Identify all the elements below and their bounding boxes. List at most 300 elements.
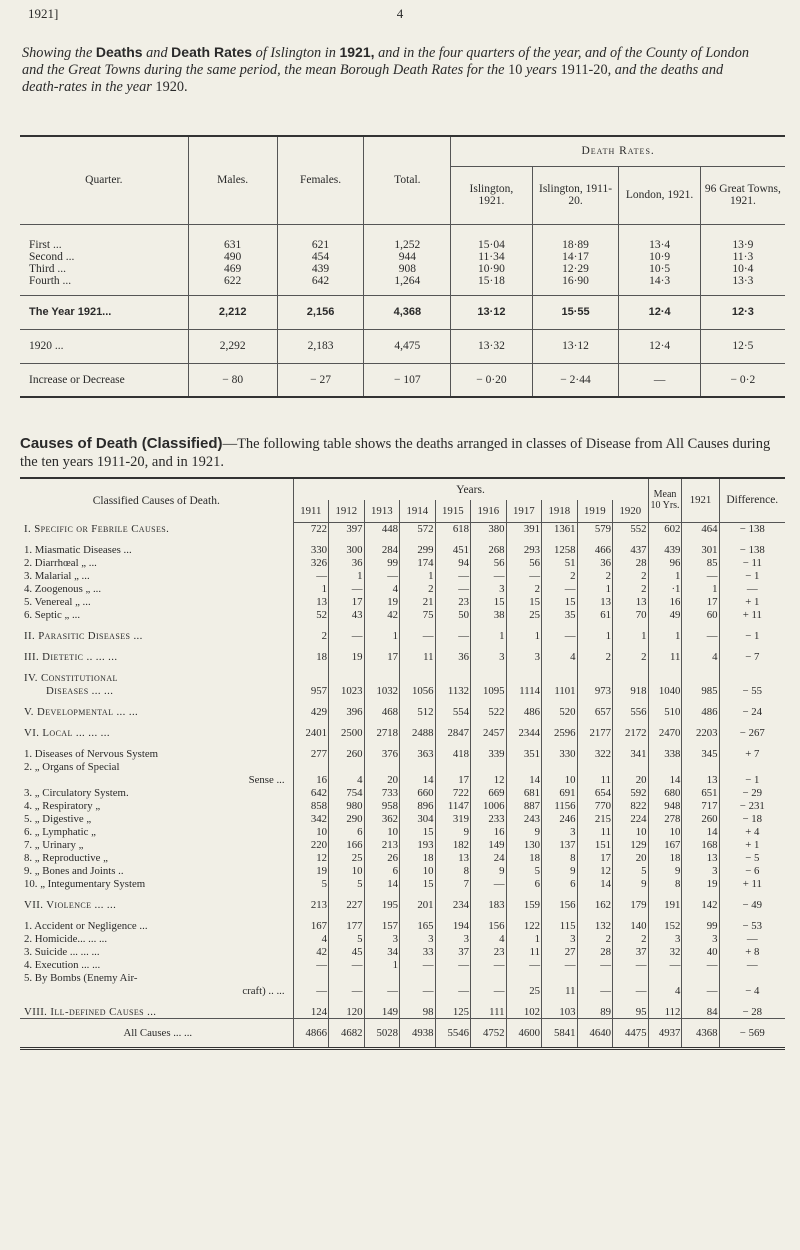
cause-value: − 6 (719, 864, 785, 877)
cause-value: − 29 (719, 786, 785, 799)
cause-value: − 1 (719, 773, 785, 786)
cause-value: 362 (364, 812, 400, 825)
cause-value: 8 (648, 877, 682, 890)
cause-value: — (506, 958, 542, 971)
cause-value: 486 (682, 697, 719, 718)
cell-q: Fourth ... (29, 274, 72, 287)
cause-value: 322 (577, 739, 613, 760)
intro-text: and in the four quarters of the year, and of the County of London and the Great Towns during the same period, the mean Borough Death Rates for the (22, 45, 750, 78)
cause-value: + 4 (719, 825, 785, 838)
cause-value: 3 (682, 932, 719, 945)
cause-value: 3 (435, 932, 471, 945)
cause-value: 592 (613, 786, 649, 799)
cause-value: 167 (293, 911, 329, 932)
cause-value (364, 760, 400, 773)
cause-value: 25 (329, 851, 365, 864)
cause-value: + 1 (719, 838, 785, 851)
cause-value: 380 (471, 522, 507, 535)
cause-label: 7. „ Urinary „ (24, 838, 84, 851)
cause-value: — (719, 582, 785, 595)
cause-value: 1147 (435, 799, 471, 812)
cause-value: 657 (577, 697, 613, 718)
cause-value: 17 (329, 595, 365, 608)
cause-value (400, 760, 436, 773)
cause-value: 520 (542, 697, 578, 718)
cause-value: 112 (648, 997, 682, 1019)
cause-value: 120 (329, 997, 365, 1019)
classified-causes-table (20, 477, 785, 1050)
cause-row (20, 739, 785, 760)
cause-value (648, 760, 682, 773)
cell-m: 622 (188, 275, 277, 296)
cause-value: 14 (577, 877, 613, 890)
cause-value: 691 (542, 786, 578, 799)
cause-value: — (329, 582, 365, 595)
cause-row (20, 522, 785, 535)
cause-label: Diseases ... ... (46, 684, 114, 697)
cause-value: 28 (613, 556, 649, 569)
cause-value: 11 (577, 825, 613, 838)
cause-value: 2500 (329, 718, 365, 739)
col-header-year: 1915 (435, 500, 471, 522)
cause-value: 260 (682, 812, 719, 825)
cause-value: 1 (364, 958, 400, 971)
cause-value: — (400, 984, 436, 997)
cause-value: 319 (435, 812, 471, 825)
cell-t: 4,475 (364, 329, 451, 363)
col-header-quarter: Quarter. (20, 136, 188, 224)
cause-value: 1 (577, 621, 613, 642)
cause-value: 1040 (648, 684, 682, 697)
cause-value: 99 (364, 556, 400, 569)
cause-value: 973 (577, 684, 613, 697)
cause-value (293, 760, 329, 773)
cause-value: 9 (613, 877, 649, 890)
cause-value: 2 (613, 642, 649, 663)
cell-m: 469 (188, 263, 277, 275)
col-header-difference: Difference. (719, 478, 785, 522)
cause-value: 2177 (577, 718, 613, 739)
cause-row (20, 582, 785, 595)
cause-value: 326 (293, 556, 329, 569)
cause-value: — (329, 958, 365, 971)
cause-value: — (542, 582, 578, 595)
cause-value: 96 (648, 556, 682, 569)
cause-value: 439 (648, 535, 682, 556)
cause-value (719, 663, 785, 684)
cause-value: 19 (293, 864, 329, 877)
cause-value: 2 (506, 582, 542, 595)
cause-value: 18 (400, 851, 436, 864)
cause-value: 2 (613, 582, 649, 595)
cause-value (435, 971, 471, 984)
cause-value: 391 (506, 522, 542, 535)
cause-value: 168 (682, 838, 719, 851)
cell-t: 908 (364, 263, 451, 275)
cause-value (682, 760, 719, 773)
cause-value: 3 (506, 642, 542, 663)
cell-a: 15·04 (451, 224, 532, 251)
cause-value: 25 (506, 608, 542, 621)
cause-value: 717 (682, 799, 719, 812)
cell-q: Increase or Decrease (20, 363, 188, 397)
cause-value (682, 663, 719, 684)
cause-value (542, 971, 578, 984)
cause-value: 733 (364, 786, 400, 799)
cause-value: 156 (542, 890, 578, 911)
cause-value: 4937 (648, 1019, 682, 1049)
cause-value: — (682, 621, 719, 642)
cause-value: 985 (682, 684, 719, 697)
cell-c: — (619, 363, 700, 397)
cause-value: 42 (364, 608, 400, 621)
cause-label: 9. „ Bones and Joints .. (24, 864, 124, 877)
cause-value: 15 (400, 877, 436, 890)
quarter-row (20, 295, 785, 329)
cause-value: 142 (682, 890, 719, 911)
cause-row (20, 812, 785, 825)
cause-value: 33 (400, 945, 436, 958)
cause-value: 34 (364, 945, 400, 958)
quarter-row (20, 275, 785, 296)
cause-value: — (364, 984, 400, 997)
cause-value: 468 (364, 697, 400, 718)
cause-value: 5028 (364, 1019, 400, 1049)
cause-row (20, 932, 785, 945)
cause-value: — (542, 621, 578, 642)
cause-value: 1 (577, 582, 613, 595)
cause-value: 602 (648, 522, 682, 535)
cause-value: 16 (471, 825, 507, 838)
cause-value: 512 (400, 697, 436, 718)
col-header-total: Total. (364, 136, 451, 224)
cause-value: 42 (293, 945, 329, 958)
cause-value: 195 (364, 890, 400, 911)
cause-value: 6 (364, 864, 400, 877)
cause-value: 2596 (542, 718, 578, 739)
cause-value: 1361 (542, 522, 578, 535)
intro-bold-rates: Death Rates (171, 44, 253, 60)
cause-row (20, 642, 785, 663)
cause-value: 140 (613, 911, 649, 932)
col-header-1921: 1921 (682, 478, 719, 522)
cause-value: 18 (293, 642, 329, 663)
cause-value: 23 (471, 945, 507, 958)
cause-value: 896 (400, 799, 436, 812)
cause-row (20, 773, 785, 786)
cause-value (506, 760, 542, 773)
cause-value (293, 663, 329, 684)
cause-value: 220 (293, 838, 329, 851)
cause-value: 15 (400, 825, 436, 838)
cause-value: 7 (435, 877, 471, 890)
cell-q: 1920 ... (20, 329, 188, 363)
cause-value: 18 (506, 851, 542, 864)
cause-value: 12 (577, 864, 613, 877)
cell-a: 13·12 (451, 295, 532, 329)
cause-value: 8 (542, 851, 578, 864)
causes-title: Causes of Death (Classified) (20, 435, 223, 452)
cell-q: Second ... (29, 250, 75, 263)
cause-row (20, 569, 785, 582)
cause-value: 680 (648, 786, 682, 799)
cause-row (20, 997, 785, 1019)
cell-b: 12·29 (532, 263, 619, 275)
cause-row (20, 621, 785, 642)
cause-value: 56 (471, 556, 507, 569)
cause-value: 10 (400, 864, 436, 877)
cause-value: — (329, 984, 365, 997)
col-header-cause: Classified Causes of Death. (20, 478, 293, 522)
cause-value: 61 (577, 608, 613, 621)
cause-value: 13 (613, 595, 649, 608)
cause-value: 14 (648, 773, 682, 786)
cause-value (329, 971, 365, 984)
cell-f: − 27 (277, 363, 364, 397)
cause-value: − 1 (719, 621, 785, 642)
col-header-year: 1920 (613, 500, 649, 522)
cell-d: 13·3 (700, 275, 785, 296)
cause-value: 12 (293, 851, 329, 864)
cell-t: − 107 (364, 363, 451, 397)
cause-label: 10. „ Integumentary System (24, 877, 146, 890)
cell-t: 1,264 (364, 275, 451, 296)
cause-value: 19 (329, 642, 365, 663)
cause-value: 75 (400, 608, 436, 621)
cause-value: 179 (613, 890, 649, 911)
cause-value: 10 (648, 825, 682, 838)
cause-label: All Causes ... ... (20, 1019, 293, 1049)
page-header (28, 6, 772, 28)
cause-value: 15 (542, 595, 578, 608)
cause-row (20, 718, 785, 739)
cause-value: 510 (648, 697, 682, 718)
cause-value: — (435, 569, 471, 582)
cause-value: 24 (471, 851, 507, 864)
cause-value: − 55 (719, 684, 785, 697)
cause-value: 6 (506, 877, 542, 890)
cause-value: 948 (648, 799, 682, 812)
cause-value: 25 (506, 984, 542, 997)
cause-value: 115 (542, 911, 578, 932)
cause-value: 19 (682, 877, 719, 890)
cause-value: 342 (293, 812, 329, 825)
cause-value: 111 (471, 997, 507, 1019)
cause-value: ·1 (648, 582, 682, 595)
cell-m: 2,292 (188, 329, 277, 363)
cause-value: — (613, 958, 649, 971)
cause-value: 149 (471, 838, 507, 851)
cause-value: 60 (682, 608, 719, 621)
cause-row (20, 945, 785, 958)
cause-value: 243 (506, 812, 542, 825)
cause-value: − 7 (719, 642, 785, 663)
cause-value: 191 (648, 890, 682, 911)
cause-value: − 1 (719, 569, 785, 582)
cause-value: 50 (435, 608, 471, 621)
intro-text: and the deaths and death-rates in the year (22, 62, 724, 95)
cause-value: 278 (648, 812, 682, 825)
cell-a: − 0·20 (451, 363, 532, 397)
cause-value: 4 (471, 932, 507, 945)
cause-value: 5 (329, 932, 365, 945)
cell-d: − 0·2 (700, 363, 785, 397)
cause-value: 167 (648, 838, 682, 851)
cause-value: 10 (542, 773, 578, 786)
cause-value: 2 (613, 569, 649, 582)
cause-row (20, 608, 785, 621)
cause-value: 1095 (471, 684, 507, 697)
cause-label: 8. „ Reproductive „ (24, 851, 108, 864)
cause-value: 149 (364, 997, 400, 1019)
cell-a: 11·34 (451, 251, 532, 263)
cause-value: 341 (613, 739, 649, 760)
cause-value: 14 (400, 773, 436, 786)
cause-value: 4866 (293, 1019, 329, 1049)
cause-value (329, 663, 365, 684)
cause-value: 19 (364, 595, 400, 608)
cell-c: 10·5 (619, 263, 700, 275)
cause-value: 5841 (542, 1019, 578, 1049)
cause-value: 4368 (682, 1019, 719, 1049)
cause-value: 37 (613, 945, 649, 958)
cell-c: 13·4 (619, 224, 700, 251)
cause-value (364, 971, 400, 984)
cause-value: 418 (435, 739, 471, 760)
cause-value: 669 (471, 786, 507, 799)
intro-text: 10 (508, 62, 523, 78)
cause-value: 3 (682, 864, 719, 877)
col-header-year: 1917 (506, 500, 542, 522)
cause-value: + 11 (719, 877, 785, 890)
cause-value: 330 (293, 535, 329, 556)
cause-value: 213 (364, 838, 400, 851)
col-header-year: 1914 (400, 500, 436, 522)
cause-value (682, 971, 719, 984)
cause-value: 301 (682, 535, 719, 556)
col-header-islington-1911-20: Islington, 1911-20. (532, 166, 619, 224)
cause-value (364, 663, 400, 684)
cause-value (400, 663, 436, 684)
cause-value: 722 (293, 522, 329, 535)
cause-value: 572 (400, 522, 436, 535)
cause-value: 6 (542, 877, 578, 890)
cause-value: 17 (364, 642, 400, 663)
cause-value: 2172 (613, 718, 649, 739)
cause-value: 980 (329, 799, 365, 812)
cause-value: 437 (613, 535, 649, 556)
cause-value: 5 (613, 864, 649, 877)
cause-value: 4682 (329, 1019, 365, 1049)
cause-value: 284 (364, 535, 400, 556)
cell-b: 18·89 (532, 224, 619, 251)
quarter-row (20, 224, 785, 251)
cause-value: 293 (506, 535, 542, 556)
cause-value: 159 (506, 890, 542, 911)
cell-q: Third ... (29, 262, 67, 275)
cause-value: 579 (577, 522, 613, 535)
cause-value: 351 (506, 739, 542, 760)
cause-value: − 4 (719, 984, 785, 997)
cause-value: 618 (435, 522, 471, 535)
cause-value: — (293, 958, 329, 971)
cause-value: 554 (435, 697, 471, 718)
cause-value: 4640 (577, 1019, 613, 1049)
cause-value: 918 (613, 684, 649, 697)
cause-value: 165 (400, 911, 436, 932)
cause-value: 3 (400, 932, 436, 945)
cause-value: — (400, 621, 436, 642)
cause-value: 21 (400, 595, 436, 608)
cause-value: 299 (400, 535, 436, 556)
cell-m: 631 (188, 224, 277, 251)
cause-value: — (435, 582, 471, 595)
cause-value: 98 (400, 997, 436, 1019)
cause-value: 10 (329, 864, 365, 877)
cause-value: 224 (613, 812, 649, 825)
cause-value: 4 (329, 773, 365, 786)
cause-value: 1156 (542, 799, 578, 812)
cause-value: 102 (506, 997, 542, 1019)
cause-value: 1 (506, 932, 542, 945)
cause-label: IV. Constitutional (24, 672, 118, 684)
cause-value: 130 (506, 838, 542, 851)
cause-label: V. Developmental ... ... (24, 706, 139, 718)
intro-bold-deaths: Deaths (95, 44, 143, 60)
cause-row (20, 535, 785, 556)
cause-value: 32 (648, 945, 682, 958)
cause-value: 11 (648, 642, 682, 663)
cause-value: 9 (506, 825, 542, 838)
cell-a: 10·90 (451, 263, 532, 275)
cause-value: 11 (400, 642, 436, 663)
cause-value: 754 (329, 786, 365, 799)
intro-text: of Islington in (255, 45, 336, 61)
cause-value (471, 971, 507, 984)
cause-value (400, 971, 436, 984)
cause-value: 26 (364, 851, 400, 864)
cause-value: 1258 (542, 535, 578, 556)
cell-q: First ... (29, 238, 62, 251)
cause-value: — (435, 984, 471, 997)
cause-value (329, 760, 365, 773)
cause-value: — (682, 569, 719, 582)
intro-text: 1920. (155, 79, 188, 95)
col-header-death-rates: Death Rates. (451, 136, 785, 166)
cause-value: 6 (329, 825, 365, 838)
cause-row (20, 697, 785, 718)
cause-value: 2718 (364, 718, 400, 739)
cause-label: II. Parasitic Diseases ... (24, 630, 143, 642)
cause-value: 193 (400, 838, 436, 851)
cause-value: 330 (542, 739, 578, 760)
cause-label: 3. „ Circulatory System. (24, 786, 129, 799)
intro-text: 1911-20, (560, 62, 612, 78)
cause-label: 6. „ Lymphatic „ (24, 825, 96, 838)
cause-value: 556 (613, 697, 649, 718)
cause-value: 17 (682, 595, 719, 608)
cause-value: — (648, 958, 682, 971)
cause-value: 52 (293, 608, 329, 621)
cause-value: 13 (293, 595, 329, 608)
cause-value: 49 (648, 608, 682, 621)
cause-value: — (471, 984, 507, 997)
cause-label: VIII. Ill-defined Causes ... (24, 1006, 157, 1018)
cause-value: 4938 (400, 1019, 436, 1049)
cause-value: 770 (577, 799, 613, 812)
cause-value: − 53 (719, 911, 785, 932)
cause-label: VI. Local ... ... ... (24, 727, 110, 739)
